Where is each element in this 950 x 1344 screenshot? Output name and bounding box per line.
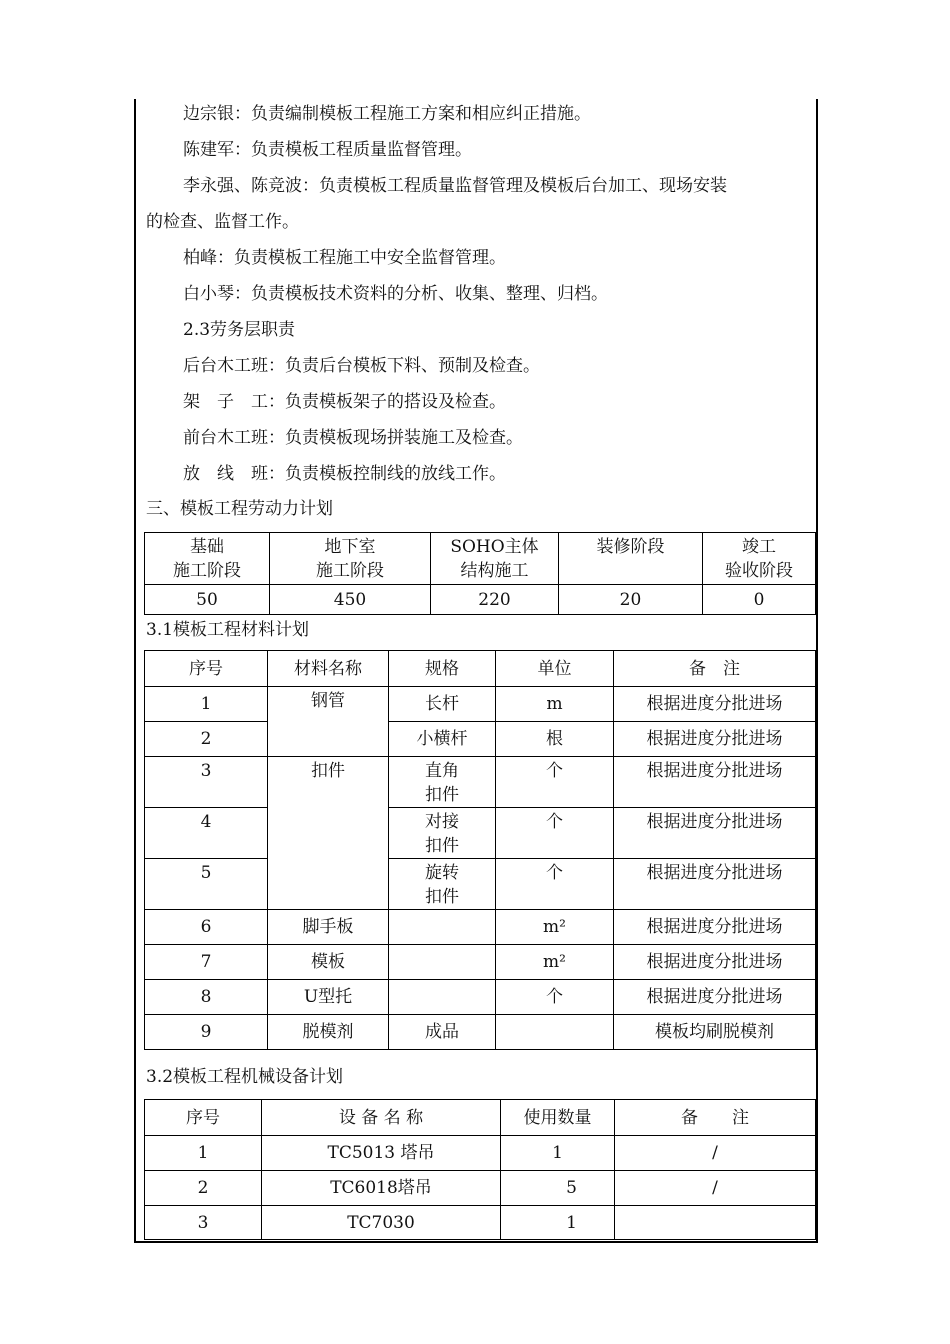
- table-row: [145, 1136, 816, 1171]
- material-note: 根据进度分批进场: [614, 722, 816, 757]
- labor-duty-2: 架 子 工：负责模板架子的搭设及检查。: [183, 392, 506, 412]
- row-number: 6: [145, 910, 268, 945]
- material-spec: 旋转 扣件: [389, 859, 496, 910]
- material-header-cell: 备 注: [614, 651, 816, 687]
- role-line-4: 的检查、监督工作。: [146, 212, 299, 232]
- labor-value-cell: 20: [559, 585, 703, 615]
- material-spec: [389, 945, 496, 980]
- material-note: 模板均刷脱模剂: [614, 1015, 816, 1050]
- table-row: [145, 980, 816, 1015]
- table-row: [145, 945, 816, 980]
- labor-value-cell: 0: [703, 585, 816, 615]
- table-row: [145, 722, 816, 757]
- material-note: 根据进度分批进场: [614, 910, 816, 945]
- labor-plan-table: [144, 532, 816, 615]
- material-unit: 个: [496, 757, 614, 808]
- material-name: 模板: [268, 945, 389, 980]
- equipment-header-cell: 使用数量: [501, 1100, 615, 1136]
- material-note: 根据进度分批进场: [614, 945, 816, 980]
- role-line-2: 陈建军：负责模板工程质量监督管理。: [183, 140, 472, 160]
- material-header-cell: 规格: [389, 651, 496, 687]
- material-name: 脱模剂: [268, 1015, 389, 1050]
- material-unit: 个: [496, 859, 614, 910]
- equipment-note: [615, 1206, 816, 1240]
- labor-header-row: [145, 533, 816, 585]
- material-note: 根据进度分批进场: [614, 757, 816, 808]
- row-number: 3: [145, 757, 268, 808]
- role-line-5: 柏峰：负责模板工程施工中安全监督管理。: [183, 248, 506, 268]
- table-row: [145, 859, 816, 910]
- labor-value-cell: 220: [431, 585, 559, 615]
- labor-header-cell: 地下室 施工阶段: [270, 533, 431, 585]
- section-3-title: 三、模板工程劳动力计划: [146, 499, 333, 519]
- material-spec: [389, 980, 496, 1015]
- labor-header-cell: 基础 施工阶段: [145, 533, 270, 585]
- labor-header-cell: 装修阶段: [559, 533, 703, 585]
- equipment-qty: 5: [501, 1171, 615, 1206]
- row-number: 7: [145, 945, 268, 980]
- material-name: 脚手板: [268, 910, 389, 945]
- equipment-header-cell: 备 注: [615, 1100, 816, 1136]
- labor-header-cell: 竣工 验收阶段: [703, 533, 816, 585]
- row-number: 5: [145, 859, 268, 910]
- table-row: [145, 1171, 816, 1206]
- material-spec: 对接 扣件: [389, 808, 496, 859]
- labor-duty-1: 后台木工班：负责后台模板下料、预制及检查。: [183, 356, 540, 376]
- equipment-name: TC7030: [262, 1206, 501, 1240]
- row-number: 2: [145, 1171, 262, 1206]
- row-number: 9: [145, 1015, 268, 1050]
- labor-value-cell: 450: [270, 585, 431, 615]
- table-row: [145, 1206, 816, 1240]
- row-number: 3: [145, 1206, 262, 1240]
- table-row: [145, 1015, 816, 1050]
- labor-header-cell: SOHO主体 结构施工: [431, 533, 559, 585]
- section-3-2-title: 3.2模板工程机械设备计划: [146, 1067, 344, 1087]
- equipment-name: TC6018塔吊: [262, 1171, 501, 1206]
- labor-value-cell: 50: [145, 585, 270, 615]
- table-row: [145, 757, 816, 808]
- labor-duty-3: 前台木工班：负责模板现场拼装施工及检查。: [183, 428, 523, 448]
- material-name: 钢管: [268, 687, 389, 757]
- role-line-1: 边宗银：负责编制模板工程施工方案和相应纠正措施。: [183, 104, 591, 124]
- material-unit: 根: [496, 722, 614, 757]
- section-3-1-title: 3.1模板工程材料计划: [146, 620, 310, 640]
- equipment-header-cell: 序号: [145, 1100, 262, 1136]
- row-number: 1: [145, 1136, 262, 1171]
- role-line-3: 李永强、陈竞波：负责模板工程质量监督管理及模板后台加工、现场安装: [183, 176, 727, 196]
- role-line-6: 白小琴：负责模板技术资料的分析、收集、整理、归档。: [183, 284, 608, 304]
- table-row: [145, 808, 816, 859]
- equipment-header-row: [145, 1100, 816, 1136]
- material-spec: 成品: [389, 1015, 496, 1050]
- material-note: 根据进度分批进场: [614, 808, 816, 859]
- material-spec: 长杆: [389, 687, 496, 722]
- row-number: 4: [145, 808, 268, 859]
- material-unit: m: [496, 687, 614, 722]
- equipment-plan-table: [144, 1099, 816, 1240]
- labor-duty-4: 放 线 班：负责模板控制线的放线工作。: [183, 464, 506, 484]
- material-note: 根据进度分批进场: [614, 687, 816, 722]
- material-spec: 直角 扣件: [389, 757, 496, 808]
- material-unit: m²: [496, 910, 614, 945]
- row-number: 2: [145, 722, 268, 757]
- equipment-qty: 1: [501, 1136, 615, 1171]
- material-header-row: [145, 651, 816, 687]
- material-unit: [496, 1015, 614, 1050]
- material-spec: [389, 910, 496, 945]
- table-row: [145, 687, 816, 722]
- equipment-note: /: [615, 1171, 816, 1206]
- material-spec: 小横杆: [389, 722, 496, 757]
- equipment-name: TC5013 塔吊: [262, 1136, 501, 1171]
- material-name: 扣件: [268, 757, 389, 910]
- material-plan-table: [144, 650, 816, 1050]
- material-header-cell: 单位: [496, 651, 614, 687]
- material-unit: 个: [496, 808, 614, 859]
- material-header-cell: 材料名称: [268, 651, 389, 687]
- section-2-3-title: 2.3劳务层职责: [183, 320, 296, 340]
- equipment-note: /: [615, 1136, 816, 1171]
- equipment-header-cell: 设 备 名 称: [262, 1100, 501, 1136]
- table-row: [145, 910, 816, 945]
- equipment-qty: 1: [501, 1206, 615, 1240]
- labor-values-row: [145, 585, 816, 615]
- row-number: 8: [145, 980, 268, 1015]
- material-unit: 个: [496, 980, 614, 1015]
- row-number: 1: [145, 687, 268, 722]
- material-note: 根据进度分批进场: [614, 980, 816, 1015]
- material-note: 根据进度分批进场: [614, 859, 816, 910]
- material-unit: m²: [496, 945, 614, 980]
- material-header-cell: 序号: [145, 651, 268, 687]
- material-name: U型托: [268, 980, 389, 1015]
